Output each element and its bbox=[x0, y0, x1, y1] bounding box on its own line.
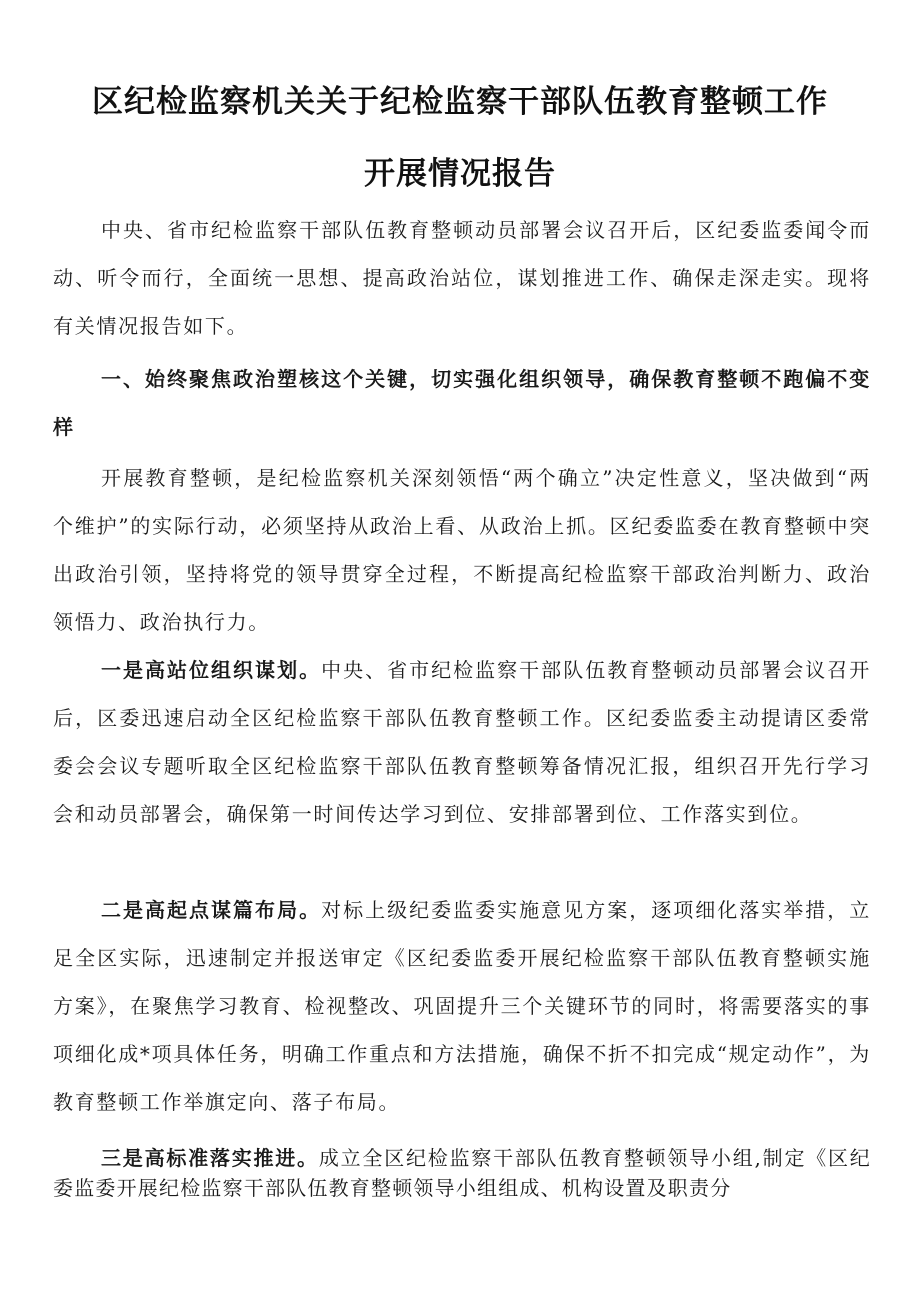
item-3-lead: 三是高标准落实推进。 bbox=[101, 1146, 319, 1170]
intro-paragraph: 中央、省市纪检监察干部队伍教育整顿动员部署会议召开后，区纪委监委闻令而动、听令而行，全面统一思想、提高政治站位，谋划推进工作、确保走深走实。现将有关情况报告如下。 bbox=[53, 218, 871, 338]
document-title-line-1: 区纪检监察机关关于纪检监察干部队伍教育整顿工作 bbox=[92, 84, 828, 120]
section-1-body: 开展教育整顿，是纪检监察机关深刻领悟“两个确立”决定性意义，坚决做到“两个维护”的实际行动，必须坚持从政治上看、从政治上抓。区纪委监委在教育整顿中突出政治引领，坚持将党的领导贯穿全过程，不断提高纪检监察干部政治判断力、政治领悟力、政治执行力。 bbox=[53, 466, 871, 634]
item-1-paragraph bbox=[53, 646, 871, 838]
item-1-lead: 一是高站位组织谋划。 bbox=[101, 658, 322, 682]
item-3-paragraph bbox=[53, 1143, 871, 1203]
item-2-lead: 二是高起点谋篇布局。 bbox=[101, 898, 322, 922]
document-title-line-2: 开展情况报告 bbox=[364, 156, 556, 192]
item-2-text: 对标上级纪委监委实施意见方案，逐项细化落实举措，立足全区实际，迅速制定并报送审定《区纪委监委开展纪检监察干部队伍教育整顿实施方案》，在聚焦学习教育、检视整改、巩固提升三个关键环节的同时，将需要落实的事项细化成*项具体任务，明确工作重点和方法措施，确保不折不扣完成“规定动作”，为教育整顿工作举旗定向、落子布局。 bbox=[53, 898, 872, 1114]
item-2-paragraph bbox=[53, 886, 871, 1126]
item-1-text: 中央、省市纪检监察干部队伍教育整顿动员部署会议召开后，区委迅速启动全区纪检监察干部队伍教育整顿工作。区纪委监委主动提请区委常委会会议专题听取全区纪检监察干部队伍教育整顿筹备情况汇报，组织召开先行学习会和动员部署会，确保第一时间传达学习到位、安排部署到位、工作落实到位。 bbox=[53, 658, 872, 826]
section-1-heading: 一、始终聚焦政治塑核这个关键，切实强化组织领导，确保教育整顿不跑偏不变样 bbox=[53, 367, 871, 439]
item-3-text: 成立全区纪检监察干部队伍教育整顿领导小组,制定《区纪委监委开展纪检监察干部队伍教育整顿领导小组组成、机构设置及职责分 bbox=[53, 1146, 871, 1200]
